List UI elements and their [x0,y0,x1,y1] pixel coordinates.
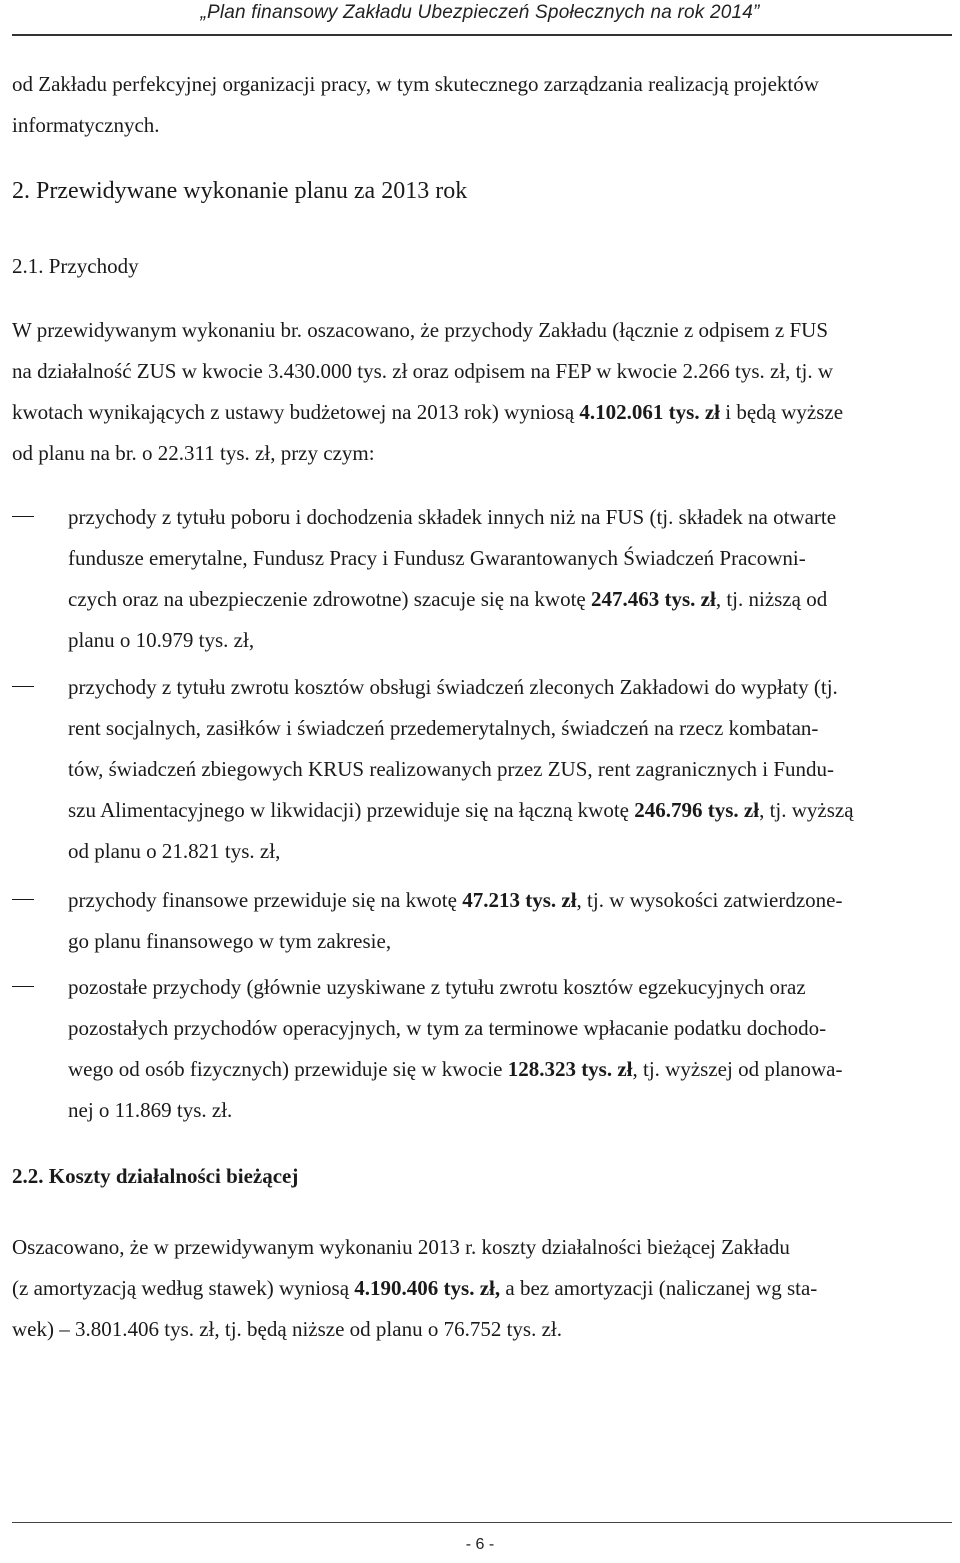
section-2-heading: 2. Przewidywane wykonanie planu za 2013 rok [12,178,468,204]
bullet-line-tail: , tj. w wysokości zatwierdzone- [576,888,843,912]
dash-marker [12,899,34,900]
footer-rule [12,1522,952,1523]
bullet-line [68,790,948,831]
financial-revenue-amount: 47.213 tys. zł [462,888,577,912]
section-2-1-heading: 2.1. Przychody [12,254,139,278]
bullet-text [68,497,948,661]
bullet-line-tail: , tj. niższą od [715,587,828,611]
bullet-line: planu o 10.979 tys. zł, [68,628,255,652]
bullet-line: przychody z tytułu zwrotu kosztów obsługi świadczeń zleconych Zakładowi do wypłaty (tj. [68,675,838,699]
intro-line-1: od Zakładu perfekcyjnej organizacji pracy, w tym skutecznego zarządzania realizacją projektów [12,72,819,96]
bullet-line: przychody z tytułu poboru i dochodzenia składek innych niż na FUS (tj. składek na otwarte [68,505,837,529]
revenue-line-4: od planu na br. o 22.311 tys. zł, przy czym: [12,441,375,465]
bullet-line: fundusze emerytalne, Fundusz Pracy i Fundusz Gwarantowanych Świadczeń Pracowni- [68,546,806,570]
dash-marker [12,686,34,687]
revenue-paragraph [12,310,948,474]
revenue-line-2: na działalność ZUS w kwocie 3.430.000 tys. zł oraz odpisem na FEP w kwocie 2.266 tys. zł, tj. w [12,359,833,383]
bullet-line: nej o 11.869 tys. zł. [68,1098,233,1122]
revenue-line-1: W przewidywanym wykonaniu br. oszacowano, że przychody Zakładu (łącznie z odpisem z FUS [12,318,829,342]
revenue-line-3 [12,392,948,433]
page-number: - 6 - [465,1536,495,1553]
running-header: „Plan finansowy Zakładu Ubezpieczeń Społecznych na rok 2014” [200,2,760,23]
bullet-line-text: wego od osób fizycznych) przewiduje się w kwocie [68,1057,503,1081]
intro-paragraph [12,64,948,146]
bullet-line: tów, świadczeń zbiegowych KRUS realizowanych przez ZUS, rent zagranicznych i Fundu- [68,757,835,781]
bullet-text [68,667,948,872]
bullet-line-text: przychody finansowe przewiduje się na kwotę [68,888,457,912]
bullet-line: pozostałe przychody (głównie uzyskiwane z tytułu zwrotu kosztów egzekucyjnych oraz [68,975,806,999]
dash-marker [12,986,34,987]
bullet-text [68,880,948,962]
bullet-line: od planu o 21.821 tys. zł, [68,839,281,863]
revenue-line-3-tail: i będą wyższe [725,400,844,424]
costs-paragraph [12,1227,948,1350]
bullet-line [68,1049,948,1090]
other-revenue-amount: 128.323 tys. zł [507,1057,633,1081]
costs-line-2-text: (z amortyzacją według stawek) wyniosą [12,1276,350,1300]
bullet-line-text: szu Alimentacyjnego w likwidacji) przewiduje się na łączną kwotę [68,798,629,822]
header-rule [12,34,952,36]
bullet-line-tail: , tj. wyższej od planowa- [632,1057,843,1081]
section-2-2-heading: 2.2. Koszty działalności bieżącej [12,1164,299,1188]
bullet-line-tail: , tj. wyższą [759,798,854,822]
bullet-line-text: czych oraz na ubezpieczenie zdrowotne) szacuje się na kwotę [68,587,586,611]
revenue-total-amount: 4.102.061 tys. zł [579,400,720,424]
costs-line-2 [12,1268,948,1309]
intro-line-2: informatycznych. [12,113,160,137]
costs-total-amount: 4.190.406 tys. zł, [354,1276,501,1300]
bullet-line: pozostałych przychodów operacyjnych, w tym za terminowe wpłacanie podatku dochodo- [68,1016,827,1040]
reimbursement-amount: 246.796 tys. zł [634,798,760,822]
contributions-amount: 247.463 tys. zł [590,587,716,611]
bullet-line: go planu finansowego w tym zakresie, [68,929,392,953]
costs-line-3: wek) – 3.801.406 tys. zł, tj. będą niższe od planu o 76.752 tys. zł. [12,1317,562,1341]
bullet-line [68,579,948,620]
bullet-line: rent socjalnych, zasiłków i świadczeń przedemerytalnych, świadczeń na rzecz kombatan- [68,716,819,740]
bullet-line [68,880,948,921]
dash-marker [12,516,34,517]
revenue-line-3-text: kwotach wynikających z ustawy budżetowej na 2013 rok) wyniosą [12,400,575,424]
costs-line-1: Oszacowano, że w przewidywanym wykonaniu 2013 r. koszty działalności bieżącej Zakładu [12,1235,790,1259]
bullet-text [68,967,948,1131]
costs-line-2-tail: a bez amortyzacji (naliczanej wg sta- [505,1276,818,1300]
